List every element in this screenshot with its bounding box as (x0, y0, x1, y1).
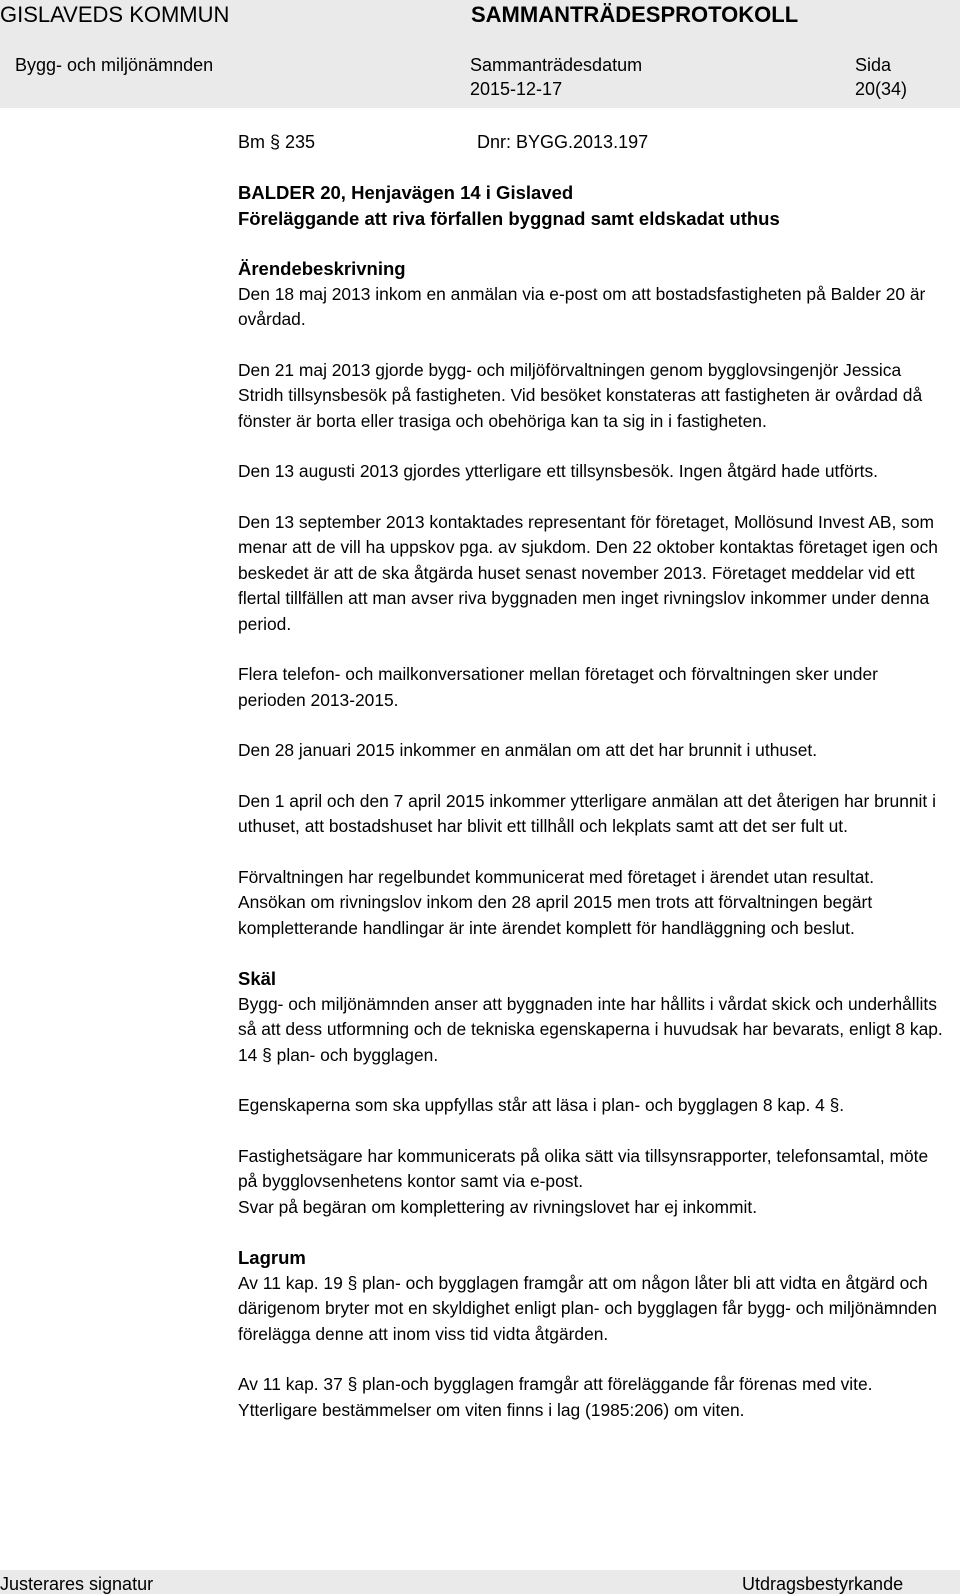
description-paragraph: Den 18 maj 2013 inkom en anmälan via e-post om att bostadsfastigheten på Balder 20 är ovårdad. (238, 283, 926, 329)
law-paragraph: Av 11 kap. 37 § plan-och bygglagen framgår att föreläggande får förenas med vite. Ytterligare bestämmelser om viten finns i lag (1985:206) om viten. (238, 1374, 873, 1420)
reasons-paragraph: Svar på begäran om komplettering av rivningslovet har ej inkommit. (238, 1196, 758, 1217)
description-heading: Ärendebeskrivning (238, 258, 406, 279)
reasons-paragraph: Fastighetsägare har kommunicerats på olika sätt via tillsynsrapporter, telefonsamtal, möte på bygglovsenhetens kontor samt via e-post. (238, 1145, 929, 1191)
document-footer (0, 1570, 960, 1594)
law-heading: Lagrum (238, 1247, 306, 1268)
page-number: 20(34) (855, 79, 908, 99)
meeting-date: 2015-12-17 (470, 79, 563, 99)
committee-name: Bygg- och miljönämnden (15, 55, 214, 75)
document-body (238, 180, 944, 1423)
meeting-date-label: Sammanträdesdatum (470, 55, 643, 75)
organization-name: GISLAVEDS KOMMUN (0, 2, 230, 27)
law-paragraph: Av 11 kap. 19 § plan- och bygglagen framgår att om någon låter bli att vidta en åtgärd och därigenom bryter mot en skyldighet enligt plan- och bygglagen får bygg- och miljönämnden förelägga denne att inom viss tid vidta åtgärden. (238, 1272, 937, 1344)
description-paragraph: Den 1 april och den 7 april 2015 inkommer ytterligare anmälan att det återigen har brunnit i uthuset, att bostadshuset har blivit ett tillhåll och lekplats samt att det ser fult ut. (238, 790, 936, 836)
description-paragraph: Den 13 september 2013 kontaktades representant för företaget, Mollösund Invest AB, som menar att de vill ha uppskov pga. av sjukdom. Den 22 oktober kontaktas företaget igen och beskedet är att de ska åtgärda huset senast november 2013. Företaget meddelar vid ett flertal tillfällen att man avser riva byggnaden men inget rivningslov inkommer under denna period. (238, 511, 938, 634)
description-paragraph: Förvaltningen har regelbundet kommunicerat med företaget i ärendet utan resultat. Ansökan om rivningslov inkom den 28 april 2015 men trots att förvaltningen begärt kompletterande handlingar är inte ärendet komplett för handläggning och beslut. (238, 866, 875, 938)
document-header (0, 0, 960, 108)
description-paragraph: Den 13 augusti 2013 gjordes ytterligare ett tillsynsbesök. Ingen åtgärd hade utförts. (238, 461, 878, 481)
signature-label: Justerares signatur (0, 1574, 154, 1594)
case-title: BALDER 20, Henjavägen 14 i Gislaved (238, 182, 574, 203)
description-paragraph: Den 28 januari 2015 inkommer en anmälan om att det har brunnit i uthuset. (238, 740, 818, 760)
description-paragraph: Flera telefon- och mailkonversationer mellan företaget och förvaltningen sker under perioden 2013-2015. (238, 664, 878, 710)
reasons-paragraph: Bygg- och miljönämnden anser att byggnaden inte har hållits i vårdat skick och underhållits så att dess utformning och de tekniska egenskaperna i huvudsak har bevarats, enligt 8 kap. 14 § plan- och bygglagen. (238, 993, 943, 1065)
case-subtitle: Föreläggande att riva förfallen byggnad samt eldskadat uthus (238, 207, 780, 229)
extract-label: Utdragsbestyrkande (742, 1574, 904, 1594)
reasons-heading: Skäl (238, 968, 277, 989)
document-type: SAMMANTRÄDESPROTOKOLL (471, 2, 799, 27)
description-paragraph: Den 21 maj 2013 gjorde bygg- och miljöförvaltningen genom bygglovsingenjör Jessica Stridh tillsynsbesök på fastigheten. Vid besöket konstateras att fastigheten är ovårdad då fönster är borta eller trasiga och obehöriga kan ta sig in i fastigheten. (238, 359, 923, 431)
case-number: Dnr: BYGG.2013.197 (477, 132, 649, 152)
page-label: Sida (855, 55, 892, 75)
paragraph-number: Bm § 235 (238, 132, 316, 152)
reasons-paragraph: Egenskaperna som ska uppfyllas står att läsa i plan- och bygglagen 8 kap. 4 §. (238, 1095, 845, 1115)
